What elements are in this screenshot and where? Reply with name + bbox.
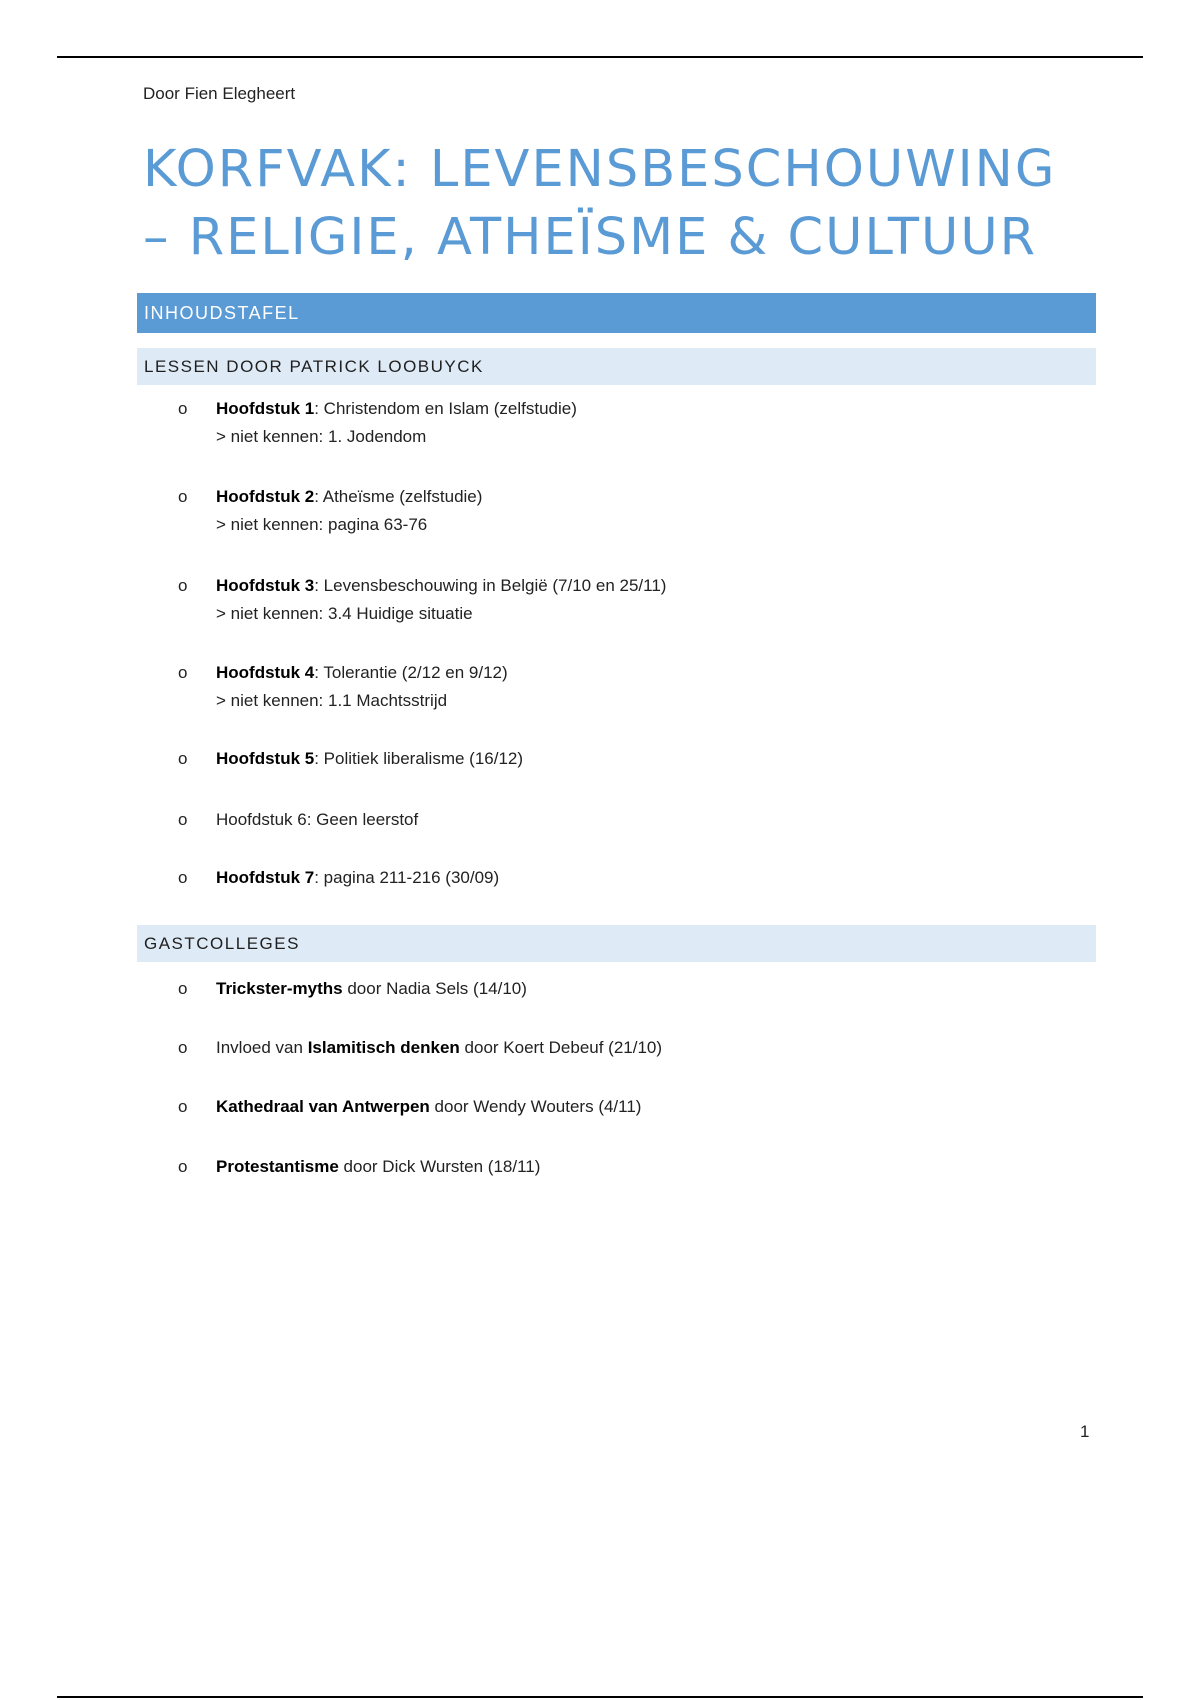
bullet-icon: o — [178, 399, 188, 418]
bullet-icon: o — [178, 1038, 188, 1057]
item-bold: Hoofdstuk 2 — [216, 487, 315, 506]
item-text: : Levensbeschouwing in België (7/10 en 25/11) — [314, 576, 667, 595]
item-bold: Hoofdstuk 3 — [216, 576, 315, 595]
item-bold: Trickster-myths — [216, 979, 343, 998]
item-text: door Koert Debeuf (21/10) — [459, 1038, 663, 1057]
item-bold: Hoofdstuk 4 — [216, 663, 315, 682]
item-note: > niet kennen: 1. Jodendom — [216, 427, 427, 446]
item-note: > niet kennen: pagina 63-76 — [216, 515, 428, 534]
item-text: : pagina 211-216 (30/09) — [314, 868, 500, 887]
item-bold: Hoofdstuk 5 — [216, 749, 315, 768]
bullet-icon: o — [178, 810, 188, 829]
page-number: 1 — [1080, 1422, 1090, 1441]
bullet-icon: o — [178, 576, 188, 595]
bullet-icon: o — [178, 749, 188, 768]
bullet-icon: o — [178, 1097, 188, 1116]
item-text: Hoofdstuk 6: Geen leerstof — [216, 810, 419, 829]
bottom-rule — [57, 1696, 1143, 1698]
item-bold: Protestantisme — [216, 1157, 339, 1176]
bullet-icon: o — [178, 663, 188, 682]
title-line-2: – RELIGIE, ATHEÏSME & CULTUUR — [143, 208, 1038, 267]
title-line-1: KORFVAK: LEVENSBESCHOUWING — [143, 140, 1057, 199]
item-text: door Nadia Sels (14/10) — [342, 979, 527, 998]
item-note: > niet kennen: 1.1 Machtsstrijd — [216, 691, 448, 710]
guest-lectures-heading: GASTCOLLEGES — [137, 925, 1096, 962]
item-prefix: Invloed van — [216, 1038, 308, 1057]
item-bold: Islamitisch denken — [307, 1038, 460, 1057]
item-bold: Kathedraal van Antwerpen — [216, 1097, 430, 1116]
item-text: : Atheïsme (zelfstudie) — [314, 487, 483, 506]
item-bold: Hoofdstuk 1 — [216, 399, 315, 418]
bullet-icon: o — [178, 487, 188, 506]
bullet-icon: o — [178, 868, 188, 887]
author-line: Door Fien Elegheert — [143, 84, 296, 103]
item-text: door Wendy Wouters (4/11) — [429, 1097, 642, 1116]
item-text: : Politiek liberalisme (16/12) — [314, 749, 524, 768]
document-title — [143, 136, 1103, 272]
top-rule — [57, 56, 1143, 58]
item-text: door Dick Wursten (18/11) — [338, 1157, 541, 1176]
item-text: : Tolerantie (2/12 en 9/12) — [314, 663, 508, 682]
item-bold: Hoofdstuk 7 — [216, 868, 315, 887]
item-note: > niet kennen: 3.4 Huidige situatie — [216, 604, 473, 623]
lessons-heading: LESSEN DOOR PATRICK LOOBUYCK — [137, 348, 1096, 385]
bullet-icon: o — [178, 979, 188, 998]
toc-heading: INHOUDSTAFEL — [137, 293, 1096, 333]
item-text: : Christendom en Islam (zelfstudie) — [314, 399, 577, 418]
bullet-icon: o — [178, 1157, 188, 1176]
